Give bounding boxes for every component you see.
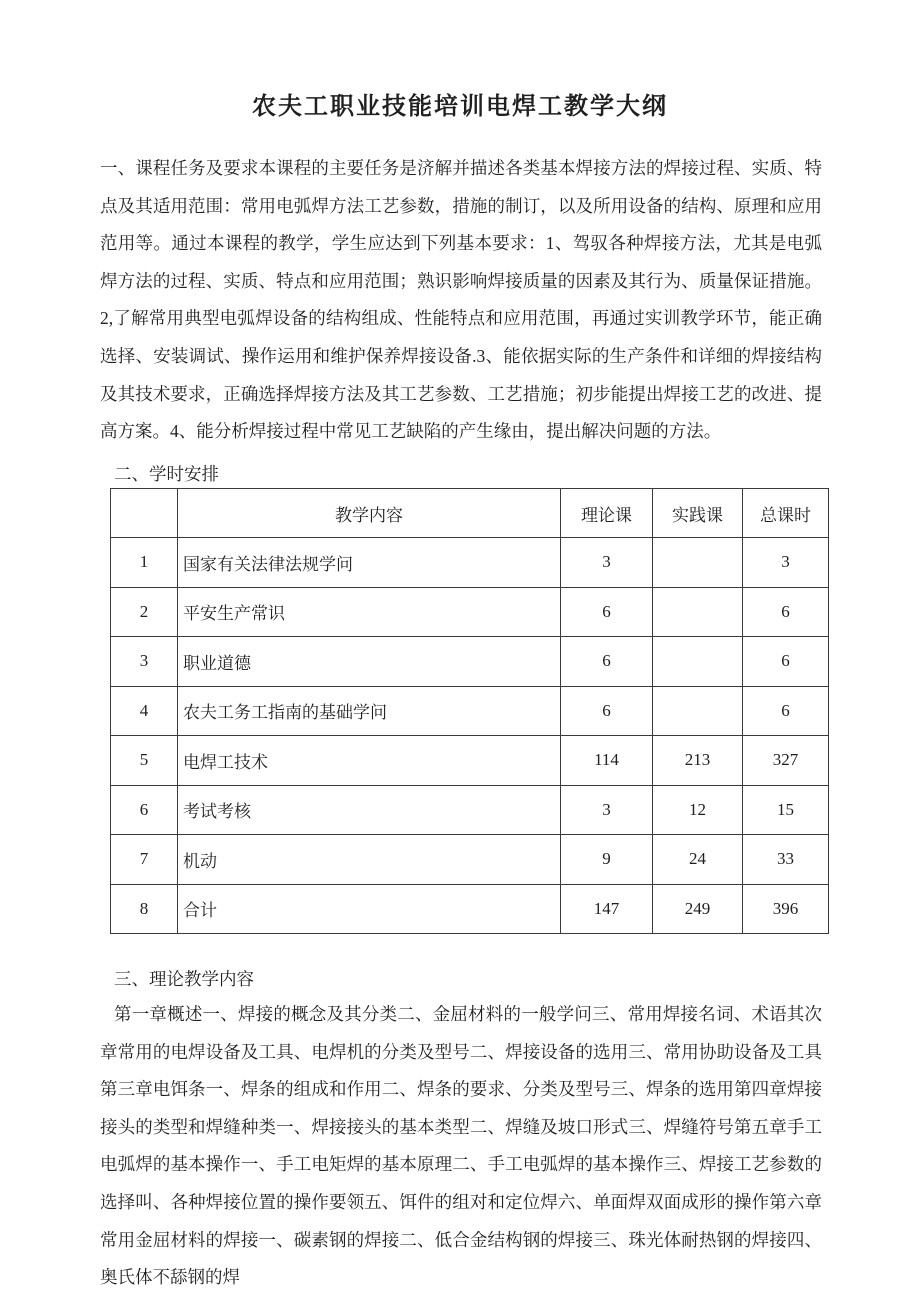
content-cell: 考试考核	[178, 785, 561, 835]
row-index-cell: 8	[111, 884, 178, 934]
theory-hours-cell: 3	[561, 538, 653, 588]
practice-hours-cell: 249	[653, 884, 743, 934]
col-header-index	[111, 489, 178, 538]
theory-hours-cell: 6	[561, 587, 653, 637]
hours-table	[110, 488, 829, 934]
total-hours-cell: 6	[743, 587, 829, 637]
practice-hours-cell	[653, 587, 743, 637]
row-index-cell: 2	[111, 587, 178, 637]
table-row	[111, 686, 829, 736]
course-tasks-paragraph: 一、课程任务及要求本课程的主要任务是济解并描述各类基本焊接方法的焊接过程、实质、特点及其适用范围：常用电弧焊方法工艺参数，措施的制订，以及所用设备的结构、原理和应用范用等。通过本课程的教学，学生应达到下列基本要求：1、驾驭各种焊接方法，尤其是电弧焊方法的过程、实质、特点和应用范围；熟识影响焊接质量的因素及其行为、质量保证措施。2,了解常用典型电弧焊设备的结构组成、性能特点和应用范围，再通过实训教学环节，能正确选择、安装调试、操作运用和维护保养焊接设备.3、能依据实际的生产条件和详细的焊接结构及其技术要求，正确选择焊接方法及其工艺参数、工艺措施；初步能提出焊接工艺的改进、提高方案。4、能分析焊接过程中常见工艺缺陷的产生缘由，提出解决问题的方法。	[100, 158, 822, 442]
theory-hours-cell: 3	[561, 785, 653, 835]
theory-hours-cell: 9	[561, 835, 653, 885]
theory-hours-cell: 6	[561, 686, 653, 736]
total-hours-cell: 33	[743, 835, 829, 885]
content-cell: 农夫工务工指南的基础学问	[178, 686, 561, 736]
total-hours-cell: 396	[743, 884, 829, 934]
total-hours-cell: 6	[743, 637, 829, 687]
section-heading-theory: 三、理论教学内容	[114, 969, 254, 989]
practice-hours-cell: 213	[653, 736, 743, 786]
practice-hours-cell	[653, 538, 743, 588]
content-cell: 机动	[178, 835, 561, 885]
total-hours-cell: 6	[743, 686, 829, 736]
content-cell: 合计	[178, 884, 561, 934]
theory-content-paragraph: 第一章概述一、焊接的概念及其分类二、金屈材料的一般学问三、常用焊接名词、术语其次章常用的电焊设备及工具、电焊机的分类及型号二、焊接设备的选用三、常用协助设备及工具第三章电饵条一、焊条的组成和作用二、焊条的要求、分类及型号三、焊条的选用第四章焊接接头的类型和焊缝种类一、焊接接头的基本类型二、焊缝及坡口形式三、焊缝符号第五章手工电弧焊的基本操作一、手工电矩焊的基本原理二、手工电弧焊的基本操作三、焊接工艺参数的选择叫、各种焊接位置的操作要领五、饵件的组对和定位焊六、单面焊双面成形的操作第六章常用金屈材料的焊接一、碳素钢的焊接二、低合金结构钢的焊接三、珠光体耐热钢的焊接四、奥氏体不舔钢的焊	[100, 1004, 822, 1288]
table-row	[111, 538, 829, 588]
table-row	[111, 736, 829, 786]
theory-hours-cell: 6	[561, 637, 653, 687]
content-cell: 职业道德	[178, 637, 561, 687]
practice-hours-cell: 24	[653, 835, 743, 885]
row-index-cell: 7	[111, 835, 178, 885]
theory-hours-cell: 114	[561, 736, 653, 786]
total-hours-cell: 3	[743, 538, 829, 588]
content-cell: 平安生产常识	[178, 587, 561, 637]
content-cell: 电焊工技术	[178, 736, 561, 786]
total-hours-cell: 327	[743, 736, 829, 786]
col-header-total: 总课时	[743, 489, 829, 538]
document-title: 农夫工职业技能培训电焊工教学大纲	[252, 94, 668, 120]
row-index-cell: 3	[111, 637, 178, 687]
practice-hours-cell	[653, 686, 743, 736]
table-row	[111, 785, 829, 835]
theory-hours-cell: 147	[561, 884, 653, 934]
row-index-cell: 4	[111, 686, 178, 736]
col-header-content: 教学内容	[178, 489, 561, 538]
col-header-practice: 实践课	[653, 489, 743, 538]
table-row	[111, 637, 829, 687]
table-row	[111, 884, 829, 934]
practice-hours-cell: 12	[653, 785, 743, 835]
table-row	[111, 587, 829, 637]
row-index-cell: 5	[111, 736, 178, 786]
practice-hours-cell	[653, 637, 743, 687]
content-cell: 国家有关法律法规学问	[178, 538, 561, 588]
table-header-row	[111, 489, 829, 538]
row-index-cell: 6	[111, 785, 178, 835]
col-header-theory: 理论课	[561, 489, 653, 538]
row-index-cell: 1	[111, 538, 178, 588]
section-heading-hours: 二、学时安排	[114, 464, 219, 484]
table-row	[111, 835, 829, 885]
total-hours-cell: 15	[743, 785, 829, 835]
